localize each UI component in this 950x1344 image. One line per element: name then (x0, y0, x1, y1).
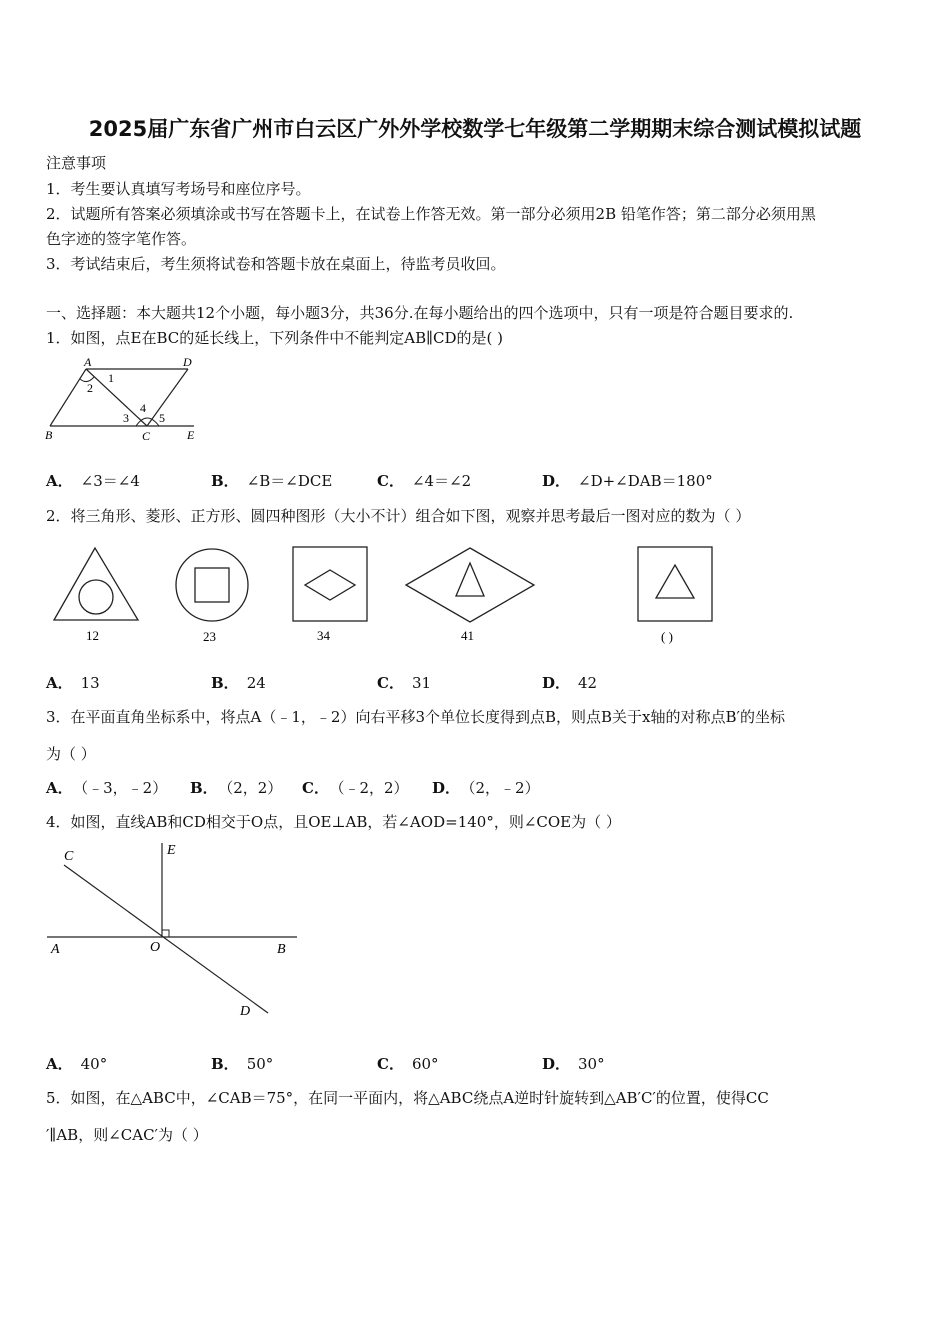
q2-stem: 2．将三角形、菱形、正方形、圆四种图形（大小不计）组合如下图，观察并思考最后一图对应的数为（ ） (46, 507, 751, 525)
label-2: 2 (87, 381, 93, 395)
label-d: D (183, 355, 192, 369)
q2-option-b: B． 24 (211, 674, 266, 692)
label-a: A (51, 942, 60, 957)
label-d: D (240, 1004, 251, 1019)
q1-option-d: D． ∠D+∠DAB＝180° (542, 472, 713, 490)
notice-item-1: 1．考生要认真填写考场号和座位序号。 (46, 180, 311, 198)
label-c: C (142, 429, 151, 443)
label-b: B (45, 428, 53, 442)
section-heading: 一、选择题：本大题共12个小题，每小题3分，共36分.在每小题给出的四个选项中，只有一项是符合题目要求的. (46, 304, 794, 322)
q5-stem: 5．如图，在△ABC中，∠CAB＝75°，在同一平面内，将△ABC绕点A逆时针旋转到△AB′C′的位置，使得CC (46, 1089, 769, 1107)
q2-option-c: C． 31 (377, 674, 432, 692)
figure-label-2: 23 (203, 629, 216, 644)
q3-stem: 3．在平面直角坐标系中，将点A（﹣1，﹣2）向右平移3个单位长度得到点B，则点B关于x轴的对称点B′的坐标 (46, 708, 785, 726)
q4-figure (42, 838, 307, 1023)
q2-option-d: D． 42 (542, 674, 598, 692)
q3-stem-cont: 为（ ） (46, 745, 96, 763)
q1-stem: 1．如图，点E在BC的延长线上，下列条件中不能判定AB∥CD的是( ) (46, 329, 504, 347)
label-o: O (150, 940, 161, 955)
figure-rhombus-triangle (406, 548, 534, 643)
q4-stem: 4．如图，直线AB和CD相交于O点，且OE⊥AB，若∠AOD=140°，则∠COE为（ ） (46, 813, 621, 831)
q1-figure (42, 352, 212, 447)
q3-option-c: C． （﹣2，2） (302, 779, 409, 797)
q2-figures (40, 540, 740, 652)
label-c: C (64, 849, 74, 864)
label-a: A (84, 355, 92, 369)
line-ab (50, 369, 86, 426)
q4-option-b: B． 50° (211, 1055, 274, 1073)
q1-option-c: C． ∠4＝∠2 (377, 472, 472, 490)
q4-option-d: D． 30° (542, 1055, 605, 1073)
line-cd (147, 369, 188, 426)
label-1: 1 (108, 371, 114, 385)
label-e: E (167, 843, 176, 858)
q3-option-d: D． （2，﹣2） (432, 779, 540, 797)
figure-label-4: 41 (461, 628, 474, 643)
q4-option-a: A． 40° (46, 1055, 108, 1073)
q1-option-a: A． ∠3＝∠4 (46, 472, 140, 490)
figure-circle-square (176, 549, 248, 644)
line-ac (86, 369, 147, 426)
figure-triangle-circle (54, 548, 138, 643)
label-4: 4 (140, 401, 146, 415)
notice-item-2-cont: 色字迹的签字笔作答。 (46, 230, 197, 248)
notice-heading: 注意事项 (46, 154, 107, 172)
q3-option-a: A． （﹣3，﹣2） (46, 779, 168, 797)
label-e: E (187, 428, 195, 442)
label-b: B (277, 942, 286, 957)
q1-option-b: B． ∠B＝∠DCE (211, 472, 333, 490)
label-3: 3 (123, 411, 129, 425)
figure-square-triangle (638, 547, 712, 644)
figure-label-3: 34 (317, 628, 330, 643)
figure-square-rhombus (293, 547, 367, 643)
figure-label-1: 12 (86, 628, 99, 643)
notice-item-3: 3．考试结束后，考生须将试卷和答题卡放在桌面上，待监考员收回。 (46, 255, 506, 273)
q2-option-a: A． 13 (46, 674, 100, 692)
label-5: 5 (159, 411, 165, 425)
line-cd (64, 865, 268, 1013)
notice-item-2: 2．试题所有答案必须填涂或书写在答题卡上，在试卷上作答无效。第一部分必须用2B 铅笔作答；第二部分必须用黑 (46, 205, 816, 223)
figure-label-5: ( ) (661, 629, 673, 644)
q3-option-b: B． （2，2） (190, 779, 283, 797)
right-angle-mark (162, 930, 169, 937)
page-title: 2025届广东省广州市白云区广外外学校数学七年级第二学期期末综合测试模拟试题 (88, 117, 862, 141)
q5-stem-cont: ′∥AB，则∠CAC′为（ ） (46, 1126, 208, 1144)
q4-option-c: C． 60° (377, 1055, 439, 1073)
